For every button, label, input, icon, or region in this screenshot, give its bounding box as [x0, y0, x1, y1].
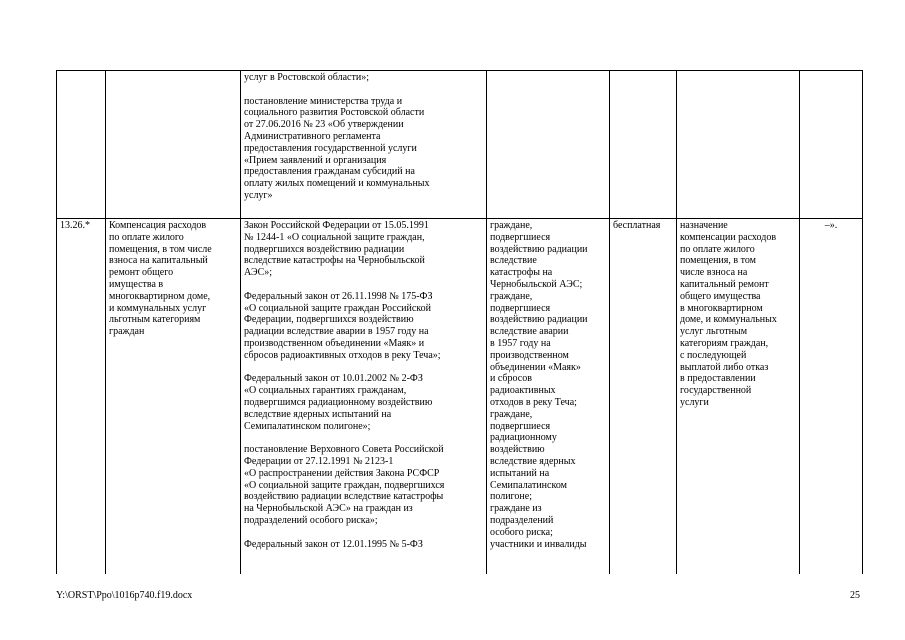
- cell-recipients: [487, 71, 610, 219]
- legal-paragraph: постановление министерства труда и социального развития Ростовской области от 27.06.2016 № 23 «Об утверждении Административного регламента предоставления государственной услуги «Прием заявлений и организация предоставления гражданам субсидий на оплату жилых помещений и коммунальных услуг»: [244, 95, 430, 201]
- cell-cost: [610, 71, 677, 219]
- cell-recipients: [487, 219, 610, 575]
- cell-legal-basis: [241, 219, 487, 575]
- legal-paragraph: Закон Российской Федерации от 15.05.1991 № 1244-1 «О социальной защите граждан, подвергшихся воздействию радиации вследствие катастрофы на Чернобыльской АЭС»;: [244, 220, 429, 279]
- closing-mark: –».: [824, 220, 838, 231]
- service-name: Компенсация расходов по оплате жилого помещения, в том числе взноса на капитальный ремонт общего имущества в многоквартирном доме, и коммунальных услуг льготным категориям граждан: [109, 220, 212, 338]
- cell-number: [57, 219, 106, 575]
- cell-service-name: [106, 219, 241, 575]
- footer-page-number: 25: [850, 590, 860, 601]
- result-text: назначение компенсации расходов по оплате жилого помещения, в том числе взноса на капитальный ремонт общего имущества в многоквартирном доме, и коммунальных услуг льготным категориям граждан, с последующей выплатой либо отказ в предоставлении государственной услуги: [680, 220, 777, 408]
- legal-paragraph: Федеральный закон от 12.01.1995 № 5-ФЗ: [244, 538, 423, 550]
- table-row: [57, 71, 863, 219]
- cell-last: [800, 71, 863, 219]
- legal-paragraph: услуг в Ростовской области»;: [244, 72, 369, 83]
- recipients-text: граждане, подвергшиеся воздействию радиации вследствие катастрофы на Чернобыльской АЭС; граждане, подвергшиеся воздействию радиации вследствие аварии в 1957 году на производственном объединении «Маяк» и сбросов радиоактивных отходов в реку Теча; граждане, подвергшиеся радиационному воздействию вследствие ядерных испытаний на Семипалатинском полигоне; граждане из подразделений особого риска; участники и инвалиды: [490, 220, 588, 550]
- cell-cost: [610, 219, 677, 575]
- legal-paragraph: постановление Верховного Совета Российской Федерации от 27.12.1991 № 2123-1 «О распространении действия Закона РСФСР «О социальной защите граждан, подвергшихся воздействию радиации вследствие катастрофы на Чернобыльской АЭС» на граждан из подразделений особого риска»;: [244, 444, 445, 526]
- legal-paragraph: Федеральный закон от 10.01.2002 № 2-ФЗ «О социальных гарантиях гражданам, подвергшимся радиационному воздействию вследствие ядерных испытаний на Семипалатинском полигоне»;: [244, 373, 433, 432]
- table-row: [57, 219, 863, 575]
- cell-service-name: [106, 71, 241, 219]
- cell-result: [677, 219, 800, 575]
- cell-legal-basis: [241, 71, 487, 219]
- cell-number: [57, 71, 106, 219]
- cost-text: бесплатная: [613, 220, 661, 231]
- cell-last: [800, 219, 863, 575]
- services-table: [56, 70, 863, 574]
- service-number: 13.26.*: [60, 220, 90, 231]
- legal-paragraph: Федеральный закон от 26.11.1998 № 175-ФЗ «О социальной защите граждан Российской Федерации, подвергшихся воздействию радиации вследствие аварии в 1957 году на производственном объединении «Маяк» и сбросов радиоактивных отходов в реку Теча»;: [244, 290, 441, 361]
- footer-file-path: Y:\ORST\Ppo\1016p740.f19.docx: [56, 590, 193, 601]
- cell-result: [677, 71, 800, 219]
